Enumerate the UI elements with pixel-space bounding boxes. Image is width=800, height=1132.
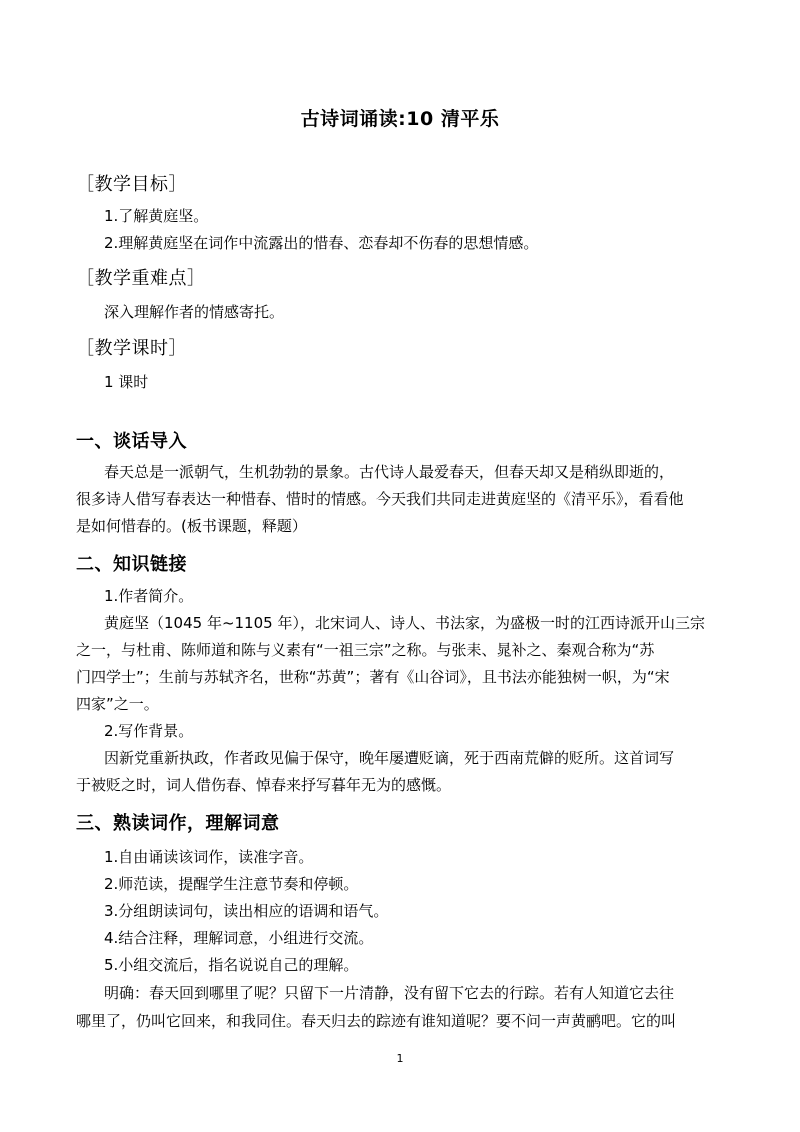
section1-line: 春天总是一派朝气，生机勃勃的景象。古代诗人最爱春天，但春天却又是稍纵即逝的， (104, 463, 675, 481)
section1-line: 是如何惜春的。(板书课题，释题） (76, 517, 307, 535)
reading-step: 3.分组朗读词句，读出相应的语调和语气。 (104, 902, 389, 920)
bio-line: 之一，与杜甫、陈师道和陈与义素有“一祖三宗”之称。与张耒、晁补之、秦观合称为“苏 (76, 641, 655, 659)
objective-item: 1.了解黄庭坚。 (104, 207, 209, 225)
hours-heading: ［教学课时］ (76, 338, 187, 359)
bio-line: 黄庭坚（1045 年~1105 年），北宋词人、诗人、书法家，为盛极一时的江西诗派开山三宗 (104, 614, 705, 632)
reading-step: 5.小组交流后，指名说说自己的理解。 (104, 956, 359, 974)
background-line: 因新党重新执政，作者政见偏于保守，晚年屡遭贬谪，死于西南荒僻的贬所。这首词写 (104, 749, 675, 767)
section3-heading: 三、熟读词作，理解词意 (76, 813, 280, 834)
section2-subheading: 2.写作背景。 (104, 722, 194, 740)
reading-step: 2.师范读，提醒学生注意节奏和停顿。 (104, 875, 359, 893)
difficulties-text: 深入理解作者的情感寄托。 (104, 303, 285, 321)
clarify-line: 明确：春天回到哪里了呢？只留下一片清静，没有留下它去的行踪。若有人知道它去往 (104, 984, 675, 1002)
page-number: 1 (396, 1052, 404, 1065)
difficulties-heading: ［教学重难点］ (76, 268, 206, 289)
background-line: 于被贬之时，词人借伤春、悼春来抒写暮年无为的感慨。 (76, 776, 452, 794)
section2-subheading: 1.作者简介。 (104, 587, 194, 605)
objectives-heading: ［教学目标］ (76, 174, 187, 195)
section1-line: 很多诗人借写春表达一种惜春、惜时的情感。今天我们共同走进黄庭坚的《清平乐》，看看他 (76, 490, 684, 508)
section1-heading: 一、谈话导入 (76, 431, 187, 452)
reading-step: 4.结合注释，理解词意，小组进行交流。 (104, 929, 374, 947)
hours-text: 1 课时 (104, 373, 149, 391)
page-title: 古诗词诵读:10 清平乐 (300, 108, 500, 130)
objective-item: 2.理解黄庭坚在词作中流露出的惜春、恋春却不伤春的思想情感。 (104, 234, 539, 252)
bio-line: 四家”之一。 (76, 695, 159, 713)
section2-heading: 二、知识链接 (76, 554, 187, 575)
reading-step: 1.自由诵读该词作，读准字音。 (104, 848, 314, 866)
clarify-line: 哪里了，仍叫它回来，和我同住。春天归去的踪迹有谁知道呢？要不问一声黄鹂吧。它的叫 (76, 1012, 677, 1030)
bio-line: 门四学士”；生前与苏轼齐名，世称“苏黄”；著有《山谷词》，且书法亦能独树一帜，为“宋 (76, 668, 670, 686)
